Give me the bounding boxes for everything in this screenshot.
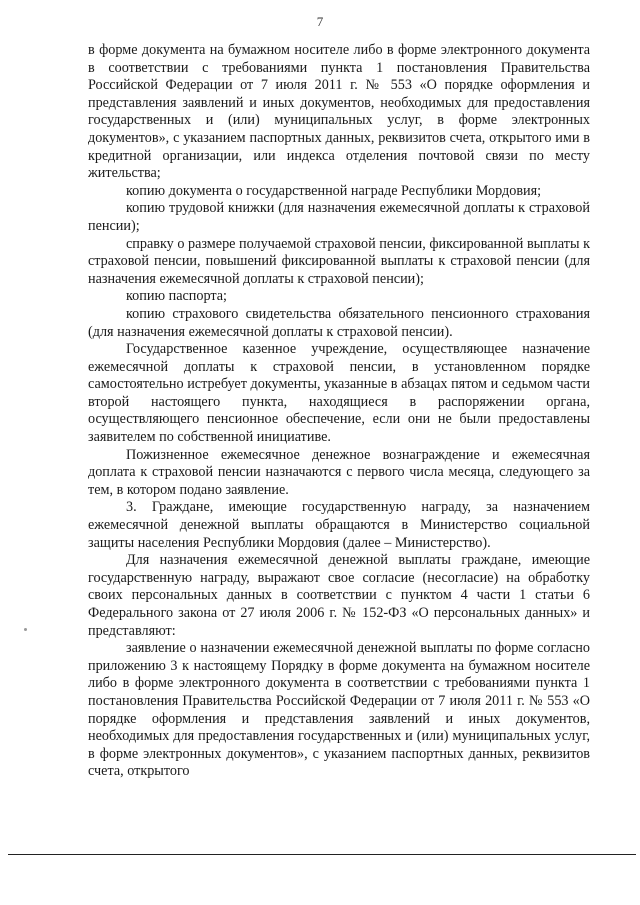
paragraph-application-form: заявление о назначении ежемесячной денежной выплаты по форме согласно приложению 3 к настоящему Порядку в форме документа на бумажном носителе либо в форме электронного документа в соответствии с требованиями пункта 1 постановления Правительства Российской Федерации от 7 июля 2011 г. № 553 «О порядке оформления и представления заявлений и иных документов, необходимых для предоставления государственных и (или) муниципальных услуг, в форме электронных документов», с указанием паспортных данных, реквизитов счета, открытого [88, 640, 590, 780]
paragraph-pension-certificate: справку о размере получаемой страховой пенсии, фиксированной выплаты к страховой пенсии, повышений фиксированной выплаты к страховой пенсии (для назначения ежемесячной доплаты к страховой пенсии); [88, 235, 590, 287]
paragraph-lifetime-remuneration: Пожизненное ежемесячное денежное вознаграждение и ежемесячная доплата к страховой пенсии назначаются с первого числа месяца, следующего за тем, в котором подано заявление. [88, 446, 590, 498]
paragraph-award-copy: копию документа о государственной награде Республики Мордовия; [126, 182, 542, 199]
footer-divider-line [8, 854, 636, 855]
paragraph-workbook-copy: копию трудовой книжки (для назначения ежемесячной доплаты к страховой пенсии); [88, 200, 590, 234]
paragraph-state-institution: Государственное казенное учреждение, осуществляющее назначение ежемесячной доплаты к страховой пенсии, в установленном порядке самостоятельно истребует документы, указанные в абзацах пятом и седьмом части второй настоящего пункта, находящиеся в распоряжении органа, осуществляющего пенсионное обеспечение, если они не были предоставлены заявителем по собственной инициативе. [88, 341, 590, 446]
page-number: 7 [316, 14, 324, 29]
paragraph-insurance-certificate: копию страхового свидетельства обязательного пенсионного страхования (для назначения ежемесячной доплаты к страховой пенсии). [88, 305, 590, 340]
paragraph-passport-copy: копию паспорта; [126, 288, 227, 305]
document-body [88, 42, 590, 781]
paragraph-item-3: 3. Граждане, имеющие государственную награду, за назначением ежемесячной денежной выплаты обращаются в Министерство социальной защиты населения Республики Мордовия (далее – Министерство). [88, 499, 590, 551]
scan-artifact-dot [24, 628, 27, 631]
paragraph-continuation: в форме документа на бумажном носителе либо в форме электронного документа в соответствии с требованиями пункта 1 постановления Правительства Российской Федерации от 7 июля 2011 г. № 553 «О порядке оформления и представления заявлений и иных документов, необходимых для предоставления государственных и (или) муниципальных услуг, в форме электронных документов», с указанием паспортных данных, реквизитов счета, открытого ими в кредитной организации, или индекса отделения почтовой связи по месту жительства; [88, 42, 590, 182]
paragraph-consent: Для назначения ежемесячной денежной выплаты граждане, имеющие государственную награду, выражают свое согласие (несогласие) на обработку своих персональных данных в соответствии с пунктом 4 части 1 статьи 6 Федерального закона от 27 июля 2006 г. № 152-ФЗ «О персональных данных» и представляют: [88, 552, 590, 639]
